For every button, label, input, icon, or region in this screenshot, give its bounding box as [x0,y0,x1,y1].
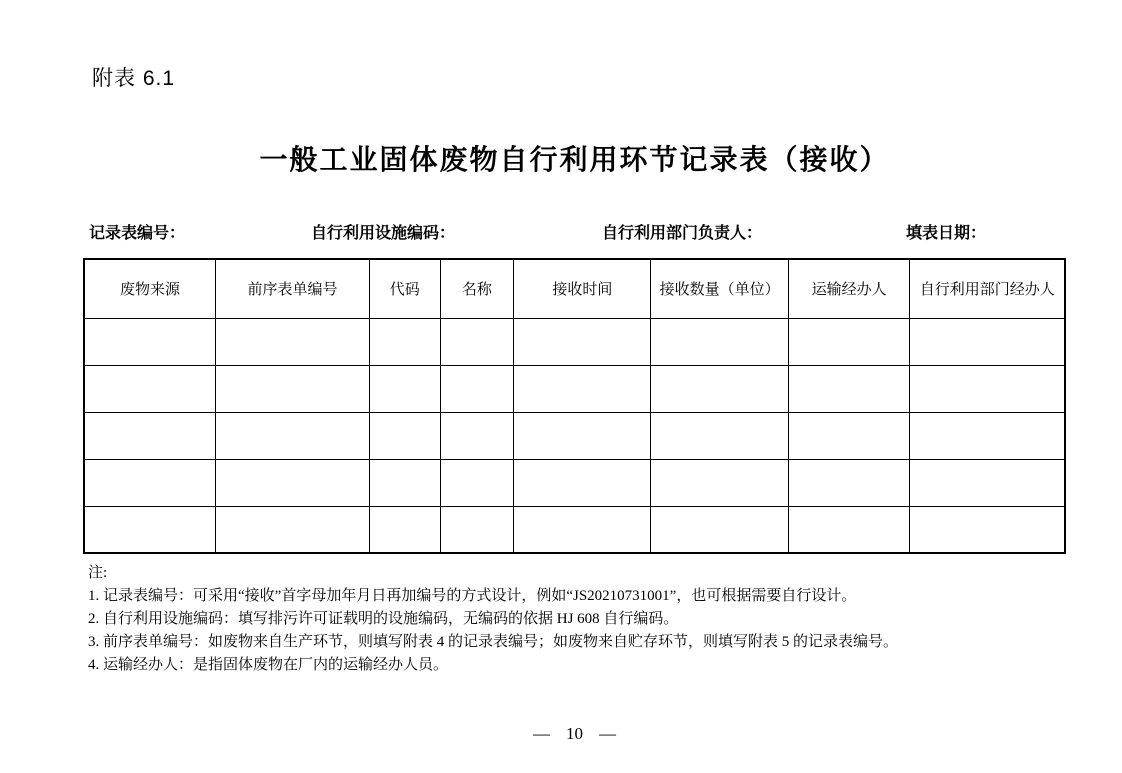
note-item-1: 1. 记录表编号：可采用“接收”首字母加年月日再加编号的方式设计，例如“JS20210731001”，也可根据需要自行设计。 [88,588,857,604]
field-department-head-label: 自行利用部门负责人： [602,225,763,242]
table-cell-empty [788,506,910,553]
table-cell-empty [84,318,215,365]
column-header-name: 名称 [440,259,514,318]
field-facility-code-label: 自行利用设施编码： [311,225,456,242]
table-cell-empty [369,318,440,365]
table-cell-empty [369,412,440,459]
table-cell-empty [910,365,1065,412]
table-cell-empty [514,459,651,506]
table-cell-empty [440,318,514,365]
table-cell-empty [910,506,1065,553]
column-header-receive-quantity: 接收数量（单位） [651,259,788,318]
field-fill-date-label: 填表日期： [906,225,987,242]
table-cell-empty [215,459,369,506]
table-cell-empty [788,412,910,459]
footer-dash-left: — [533,724,550,743]
table-cell-empty [215,365,369,412]
table-cell-empty [651,506,788,553]
notes-section [88,562,1083,677]
note-item-4: 4. 运输经办人：是指固体废物在厂内的运输经办人员。 [88,657,449,673]
table-cell-empty [514,365,651,412]
table-cell-empty [369,459,440,506]
table-row [84,412,1065,459]
table-cell-empty [84,506,215,553]
table-cell-empty [440,365,514,412]
field-record-number-label: 记录表编号： [89,225,186,242]
table-cell-empty [440,459,514,506]
table-cell-empty [651,365,788,412]
table-cell-empty [215,318,369,365]
table-cell-empty [910,459,1065,506]
note-item-2: 2. 自行利用设施编码：填写排污许可证载明的设施编码，无编码的依据 HJ 608 自行编码。 [88,611,679,627]
table-cell-empty [514,318,651,365]
page-footer [83,724,1066,744]
table-cell-empty [651,459,788,506]
table-cell-empty [788,365,910,412]
table-cell-empty [84,365,215,412]
page-number: 10 [566,724,583,743]
page-title: 一般工业固体废物自行利用环节记录表（接收） [259,144,890,175]
table-cell-empty [369,365,440,412]
column-header-waste-source: 废物来源 [84,259,215,318]
record-table-body [84,318,1065,553]
table-cell-empty [215,412,369,459]
form-fields-row [83,220,1066,244]
table-cell-empty [440,412,514,459]
table-cell-empty [788,459,910,506]
table-cell-empty [651,318,788,365]
column-header-receive-time: 接收时间 [514,259,651,318]
table-header-row [84,259,1065,318]
table-cell-empty [84,459,215,506]
table-cell-empty [514,506,651,553]
appendix-label: 附表 6.1 [92,67,176,90]
table-row [84,365,1065,412]
table-cell-empty [788,318,910,365]
table-row [84,318,1065,365]
column-header-previous-form-number: 前序表单编号 [215,259,369,318]
column-header-code: 代码 [369,259,440,318]
record-table [83,258,1066,554]
table-cell-empty [215,506,369,553]
table-row [84,459,1065,506]
table-cell-empty [440,506,514,553]
table-row [84,506,1065,553]
notes-heading: 注: [88,565,108,581]
table-cell-empty [910,412,1065,459]
table-cell-empty [651,412,788,459]
note-item-3: 3. 前序表单编号：如废物来自生产环节，则填写附表 4 的记录表编号；如废物来自贮存环节，则填写附表 5 的记录表编号。 [88,634,899,650]
table-cell-empty [910,318,1065,365]
table-cell-empty [84,412,215,459]
table-cell-empty [514,412,651,459]
footer-dash-right: — [599,724,616,743]
column-header-department-handler: 自行利用部门经办人 [910,259,1065,318]
column-header-transport-handler: 运输经办人 [788,259,910,318]
table-cell-empty [369,506,440,553]
